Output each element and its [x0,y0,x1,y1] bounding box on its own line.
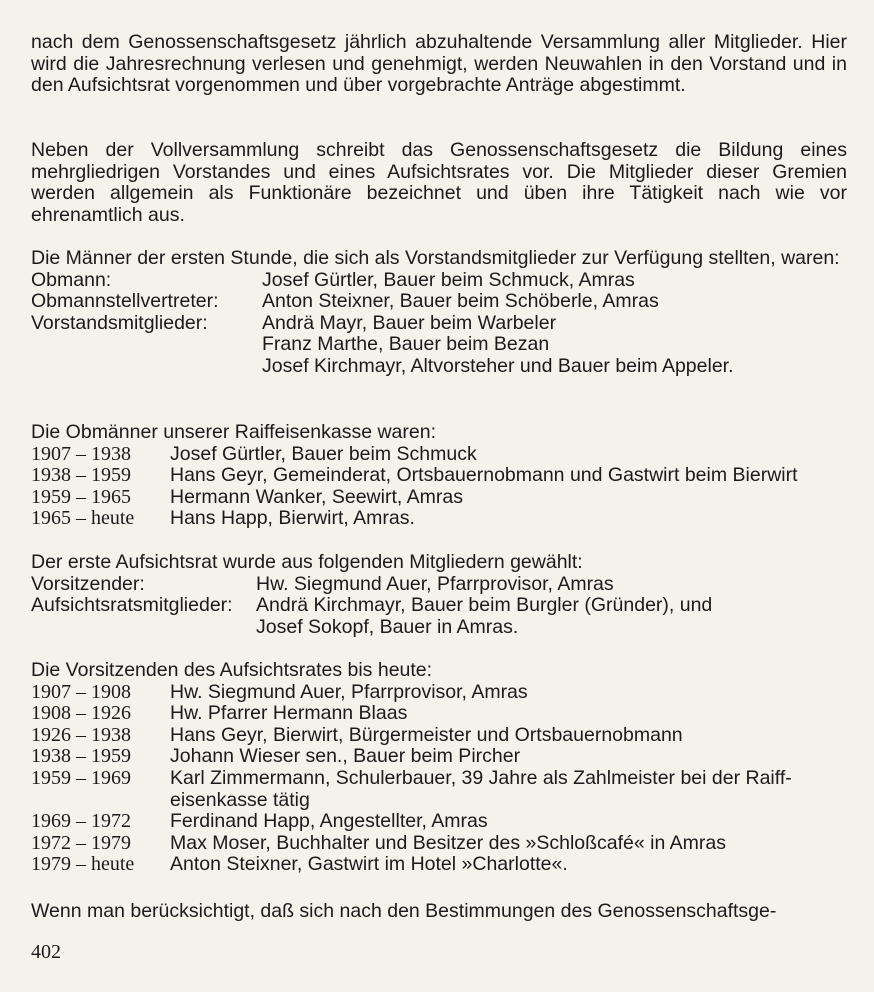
vorsitzender-row: 1959 – 1969 Karl Zimmermann, Schulerbauer, 39 Jahre als Zahlmeister bei der Raiff- [31,766,792,789]
paragraph-continuation: Wenn man berücksichtigt, daß sich nach den Bestimmungen des Genossenschaftsge- [31,900,777,922]
aufsichtsrat-row: Aufsichtsratsmitglieder: Andrä Kirchmayr, Bauer beim Burgler (Gründer), und [31,594,713,617]
section-obmaenner [31,422,847,530]
obmaenner-intro: Die Obmänner unserer Raiffeisenkasse waren: [31,421,437,443]
vorstand-intro: Die Männer der ersten Stunde, die sich als Vorstandsmitglieder zur Verfügung stellten, waren: [31,247,840,269]
paragraph-gremien: Neben der Vollversammlung schreibt das Genossenschaftsgesetz die Bildung eines mehrgliedrigen Vorstandes und eines Aufsichtsrates vor. Die Mitglieder dieser Gremien werden allgemein als Funktionäre bezeichnet und üben ihre Tätigkeit nach wie vor ehrenamtlich aus. [31,139,847,226]
obmann-row: 1965 – heute Hans Happ, Bierwirt, Amras. [31,507,415,530]
page-number: 402 [31,941,61,963]
vorsitzender-row: eisenkasse tätig [170,788,310,811]
aufsichtsrat-row: Vorsitzender: Hw. Siegmund Auer, Pfarrprovisor, Amras [31,572,614,595]
paragraph-vollversammlung: nach dem Genossenschaftsgesetz jährlich abzuhaltende Versammlung aller Mitglieder. Hier wird die Jahresrechnung verlesen und genehmigt, werden Neuwahlen in den Vorstand und in den Aufsichtsrat vorgenommen und über vorgebrachte Anträge abgestimmt. [31,31,847,97]
section-vorstand [31,248,847,378]
vorsitzender-row: 1979 – heute Anton Steixner, Gastwirt im Hotel »Charlotte«. [31,853,568,876]
vorsitzende-intro: Die Vorsitzenden des Aufsichtsrates bis heute: [31,659,433,681]
vorsitzender-row: 1938 – 1959 Johann Wieser sen., Bauer beim Pircher [31,745,521,768]
vorstand-row: Vorstandsmitglieder: Andrä Mayr, Bauer beim Warbeler [31,311,557,334]
vorstand-row: Obmann: Josef Gürtler, Bauer beim Schmuck, Amras [31,268,635,291]
section-aufsichtsrat [31,552,847,638]
vorsitzender-row: 1969 – 1972 Ferdinand Happ, Angestellter, Amras [31,810,488,833]
vorsitzender-row: 1926 – 1938 Hans Geyr, Bierwirt, Bürgermeister und Ortsbauernobmann [31,723,683,746]
obmann-row: 1938 – 1959 Hans Geyr, Gemeinderat, Ortsbauernobmann und Gastwirt beim Bierwirt [31,464,798,487]
vorstand-row: Franz Marthe, Bauer beim Bezan [262,333,550,356]
obmann-row: 1907 – 1938 Josef Gürtler, Bauer beim Schmuck [31,442,477,465]
vorsitzender-row: 1908 – 1926 Hw. Pfarrer Hermann Blaas [31,702,408,725]
obmann-row: 1959 – 1965 Hermann Wanker, Seewirt, Amras [31,485,463,508]
vorsitzender-row: 1907 – 1908 Hw. Siegmund Auer, Pfarrprovisor, Amras [31,680,528,703]
aufsichtsrat-row: Josef Sokopf, Bauer in Amras. [256,615,519,638]
vorstand-row: Josef Kirchmayr, Altvorsteher und Bauer beim Appeler. [262,354,734,377]
vorstand-row: Obmannstellvertreter: Anton Steixner, Bauer beim Schöberle, Amras [31,290,659,313]
vorsitzender-row: 1972 – 1979 Max Moser, Buchhalter und Besitzer des »Schloßcafé« in Amras [31,831,727,854]
section-vorsitzende [31,660,847,876]
aufsichtsrat-intro: Der erste Aufsichtsrat wurde aus folgenden Mitgliedern gewählt: [31,551,583,573]
